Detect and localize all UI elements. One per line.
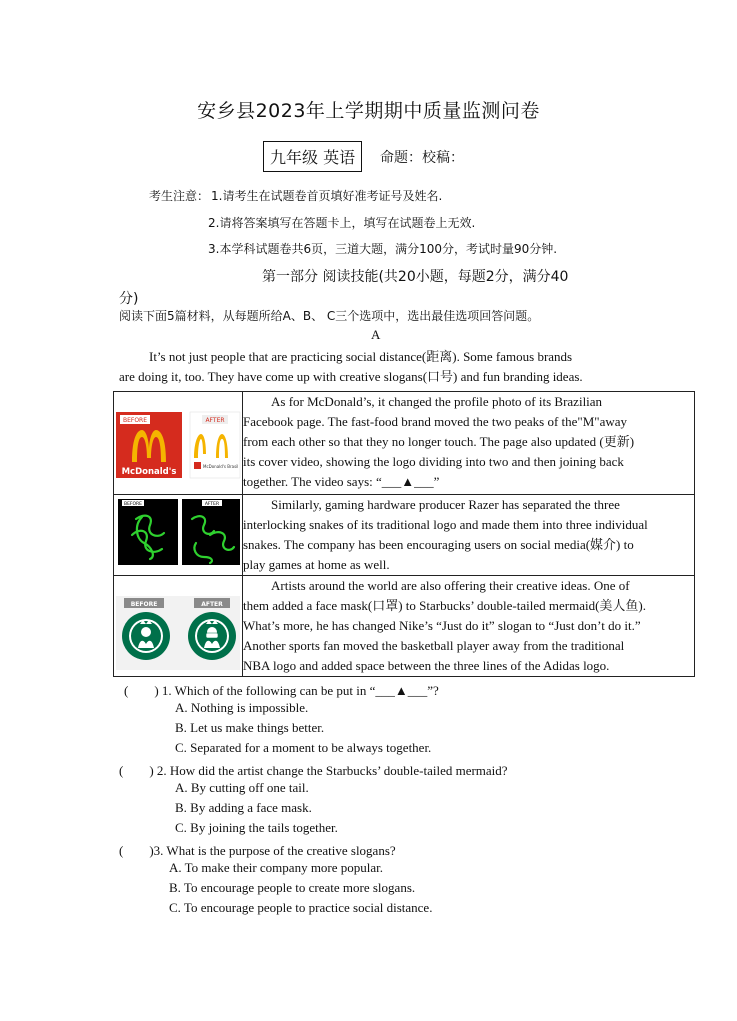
before-tag-2: BEFORE (123, 502, 143, 507)
table-row (114, 495, 695, 576)
starbucks-logo-image (114, 576, 242, 674)
note-item-2: 2.请将答案填写在答题卡上，填写在试题卷上无效. (208, 216, 476, 230)
row1-line-3: from each other so that they no longer touch. The page also updated (更新) (243, 434, 635, 449)
row3-line-4: Another sports fan moved the basketball player away from the traditional (243, 638, 625, 653)
razer-image-cell (114, 495, 243, 576)
mcd-small-caption: McDonald's Brasil (203, 464, 239, 469)
after-tag-1: AFTER (205, 417, 225, 424)
row-text-razer (243, 495, 695, 576)
row3-line-5: NBA logo and added space between the three lines of the Adidas logo. (243, 658, 610, 673)
after-tag-2: AFTER (204, 502, 220, 507)
setter-label: 命题：校稿： (380, 150, 464, 166)
grade-subject-box: 九年级 英语 (263, 141, 362, 172)
question-3-stem: ( )3. What is the purpose of the creative slogans? (119, 843, 396, 858)
question-2-stem: ( ) 2. How did the artist change the Starbucks’ double-tailed mermaid? (119, 763, 508, 778)
before-tag-1: BEFORE (122, 417, 148, 424)
mcdonalds-logo-image (114, 392, 242, 492)
part1-heading: 第一部分 阅读技能(共20小题，每题2分，满分40 (262, 269, 569, 285)
part1-heading-cont: 分) (119, 291, 139, 307)
question-2-option-c: C. By joining the tails together. (175, 820, 338, 835)
question-1-option-b: B. Let us make things better. (175, 720, 325, 735)
starbucks-image-cell (114, 576, 243, 677)
before-tag-3: BEFORE (130, 601, 158, 608)
mcd-wordmark: McDonald's (121, 467, 177, 477)
question-2-option-b: B. By adding a face mask. (175, 800, 312, 815)
question-3-option-b: B. To encourage people to create more slogans. (169, 880, 416, 895)
after-tag-3: AFTER (201, 601, 223, 608)
row2-line-1: Similarly, gaming hardware producer Razer has separated the three (271, 497, 620, 512)
table-row (114, 576, 695, 677)
row-text-artists (243, 576, 695, 677)
note-item-1: 1.请考生在试题卷首页填好准考证号及姓名. (211, 189, 443, 203)
row2-line-3: snakes. The company has been encouraging users on social media(媒介) to (243, 537, 634, 552)
row2-line-2: interlocking snakes of its traditional logo and made them into three individual (243, 517, 648, 532)
mcdonalds-image-cell (114, 392, 243, 495)
notes-label: 考生注意： (149, 189, 210, 203)
row3-line-3: What’s more, he has changed Nike’s “Just do it” slogan to “Just don’t do it.” (243, 618, 641, 633)
exam-title: 安乡县2023年上学期期中质量监测问卷 (197, 100, 540, 122)
question-1-option-a: A. Nothing is impossible. (175, 700, 309, 715)
part1-instruction: 阅读下面5篇材料，从每题所给A、B、 C三个选项中，选出最佳选项回答问题。 (119, 309, 540, 323)
row1-line-5: together. The video says: “___▲___” (243, 474, 440, 489)
row3-line-2: them added a face mask(口罩) to Starbucks’ double-tailed mermaid(美人鱼). (243, 598, 646, 613)
row1-line-1: As for McDonald’s, it changed the profile photo of its Brazilian (271, 394, 603, 409)
intro-line-2: are doing it, too. They have come up with creative slogans(口号) and fun branding ideas. (119, 369, 583, 384)
intro-line-1: It’s not just people that are practicing social distance(距离). Some famous brands (149, 349, 573, 364)
question-1-stem: ( ) 1. Which of the following can be put in “___▲___”? (124, 683, 439, 698)
row1-line-4: its cover video, showing the logo dividing into two and then joining back (243, 454, 624, 469)
question-3-option-a: A. To make their company more popular. (169, 860, 384, 875)
table-row (114, 392, 695, 495)
row1-line-2: Facebook page. The fast-food brand moved the two peaks of the"M"away (243, 414, 628, 429)
question-1-option-c: C. Separated for a moment to be always together. (175, 740, 432, 755)
row-text-mcdonalds (243, 392, 695, 495)
row2-line-4: play games at home as well. (243, 557, 390, 572)
reading-table (113, 391, 695, 677)
row3-line-1: Artists around the world are also offering their creative ideas. One of (271, 578, 630, 593)
section-label: A (371, 327, 381, 342)
razer-logo-image (114, 495, 242, 571)
note-item-3: 3.本学科试题卷共6页，三道大题，满分100分，考试时量90分钟. (208, 242, 558, 256)
question-2-option-a: A. By cutting off one tail. (175, 780, 309, 795)
question-3-option-c: C. To encourage people to practice social distance. (169, 900, 433, 915)
